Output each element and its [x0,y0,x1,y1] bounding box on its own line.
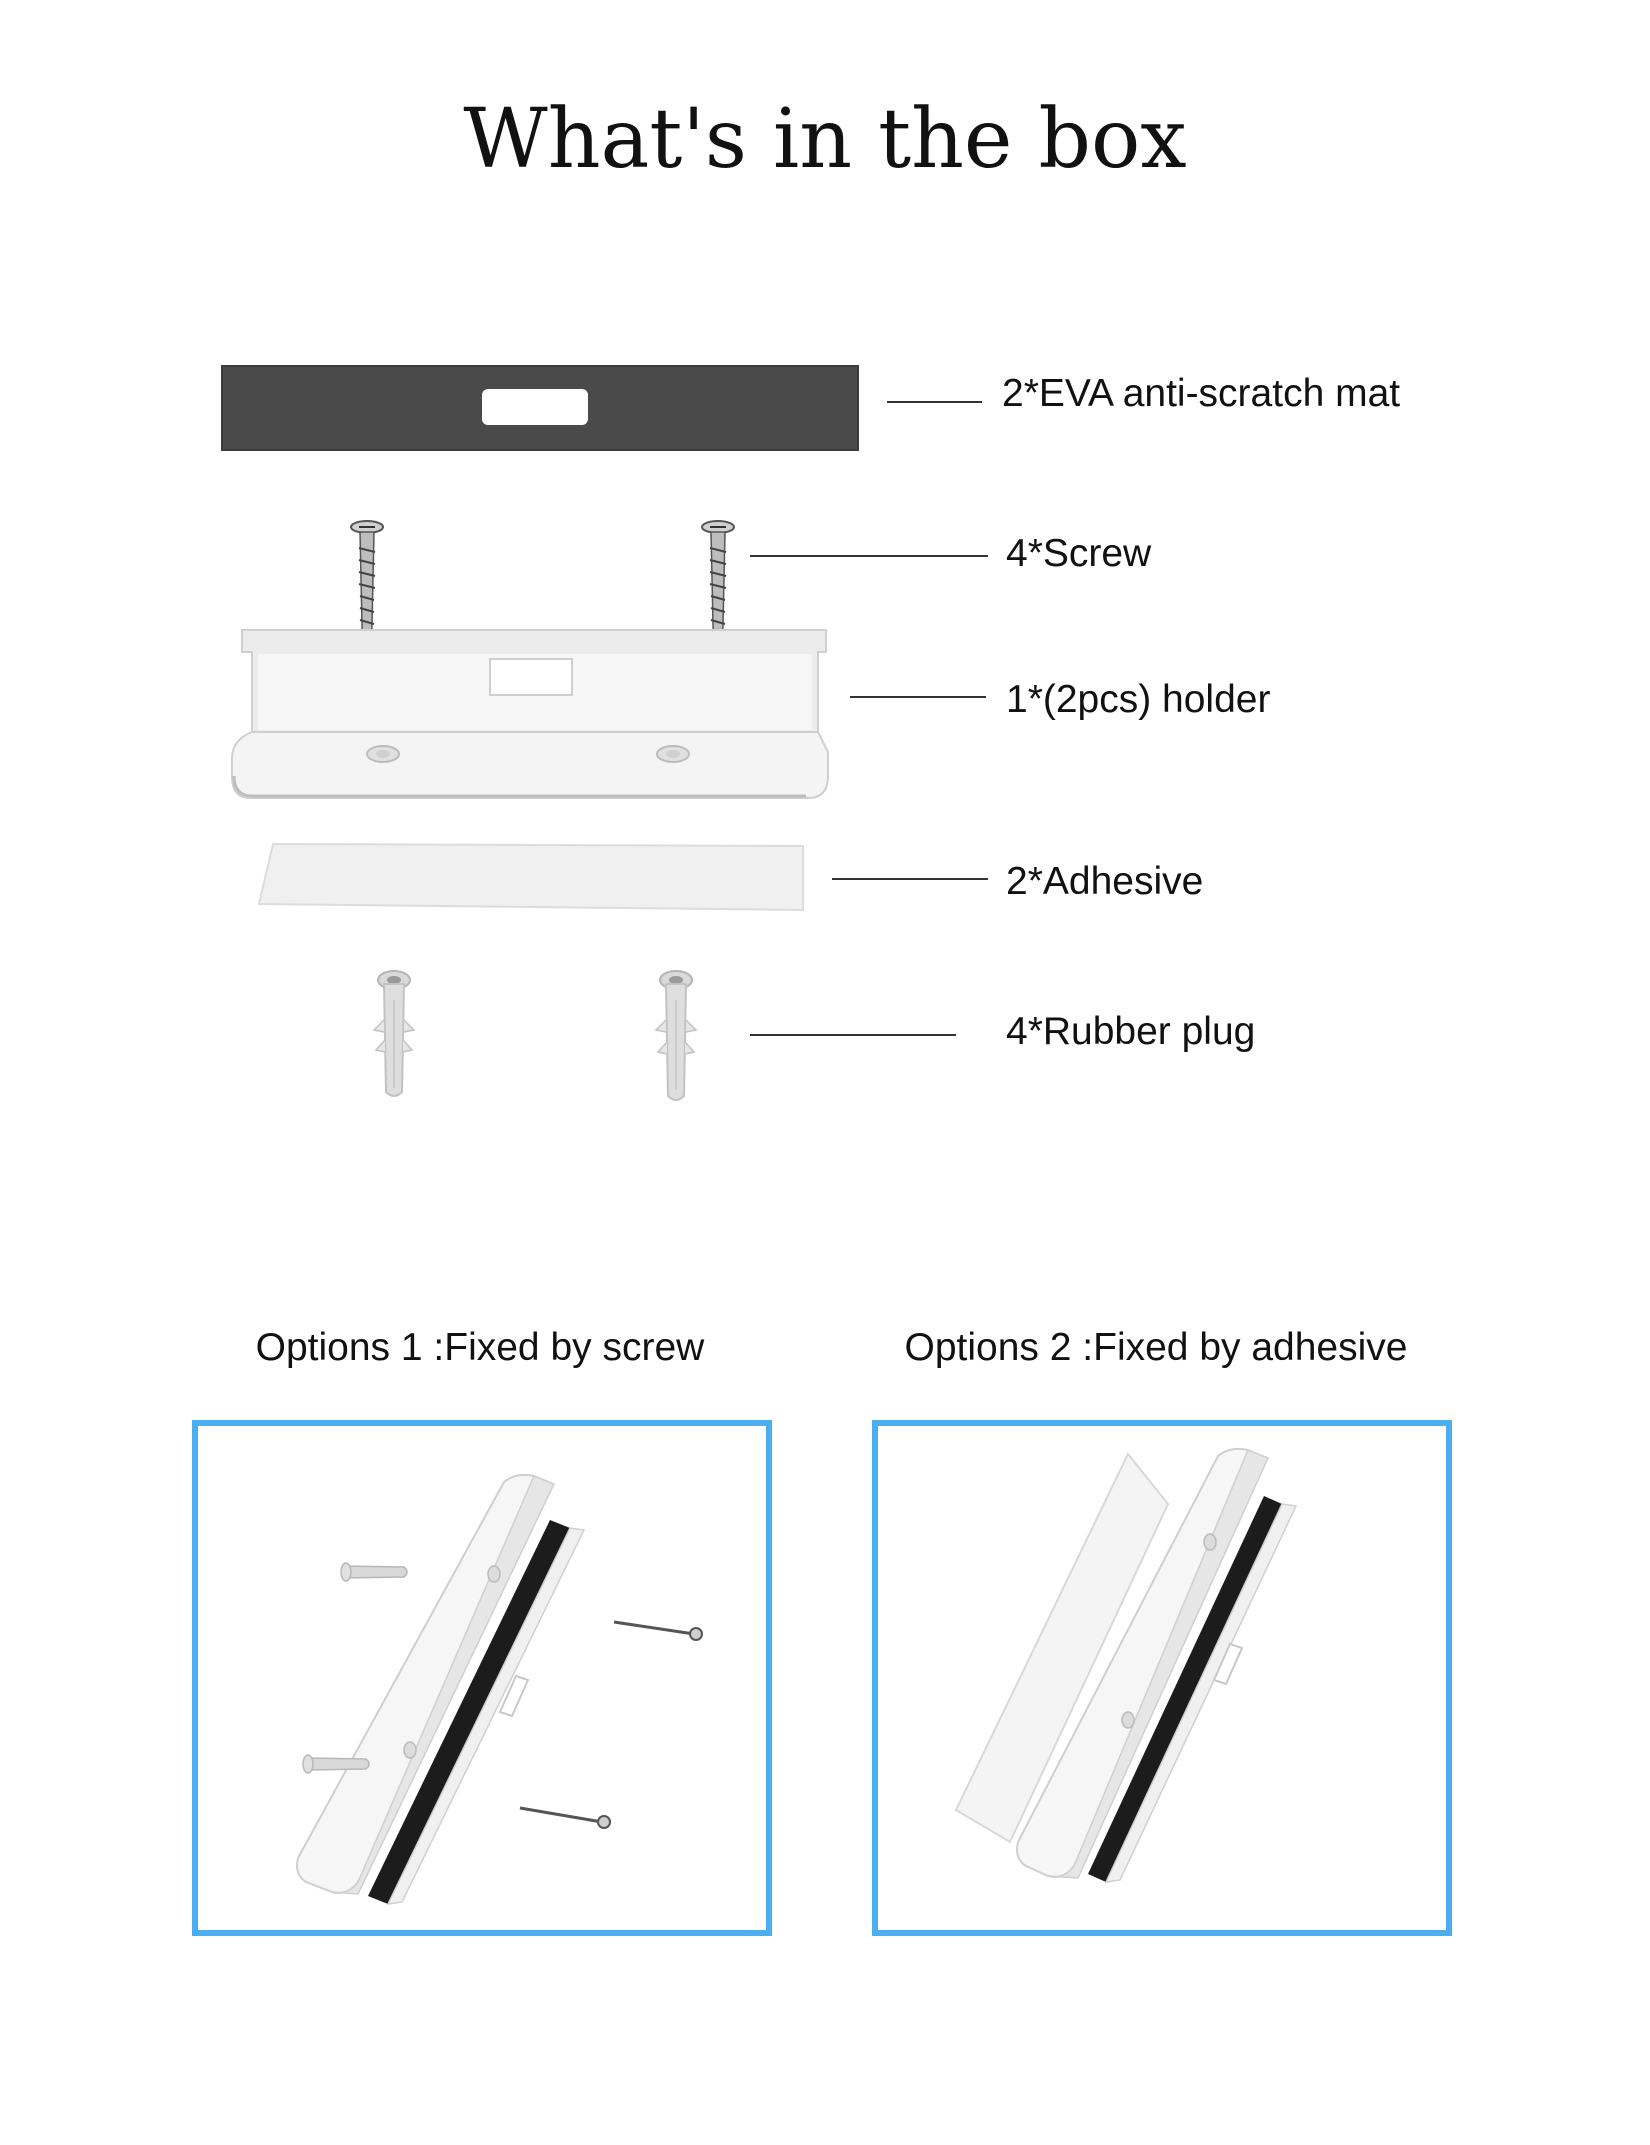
page-title: What's in the box [463,92,1187,187]
eva-mat-image [222,366,858,450]
holder-image [228,626,830,800]
item-label-mat: 2*EVA anti-scratch mat [1002,372,1401,415]
item-label-holder: 1*(2pcs) holder [1006,678,1271,721]
item-label-screw: 4*Screw [1006,532,1152,575]
leader-line-mat [887,401,982,403]
option-1-title: Options 1 :Fixed by screw [255,1326,705,1369]
item-label-adhesive: 2*Adhesive [1006,860,1204,903]
rubber-plug-image-right [652,970,700,1104]
screw-mount-illustration [198,1426,766,1930]
option-1-frame [192,1420,772,1936]
item-label-plug: 4*Rubber plug [1006,1010,1256,1053]
option-2-title: Options 2 :Fixed by adhesive [904,1326,1408,1369]
leader-line-screw [750,555,988,557]
rubber-plug-image-left [370,970,418,1100]
leader-line-plug [750,1034,956,1036]
leader-line-adhesive [832,878,988,880]
leader-line-holder [850,696,986,698]
adhesive-mount-illustration [878,1426,1446,1930]
option-2-frame [872,1420,1452,1936]
adhesive-strip-image [257,842,805,912]
